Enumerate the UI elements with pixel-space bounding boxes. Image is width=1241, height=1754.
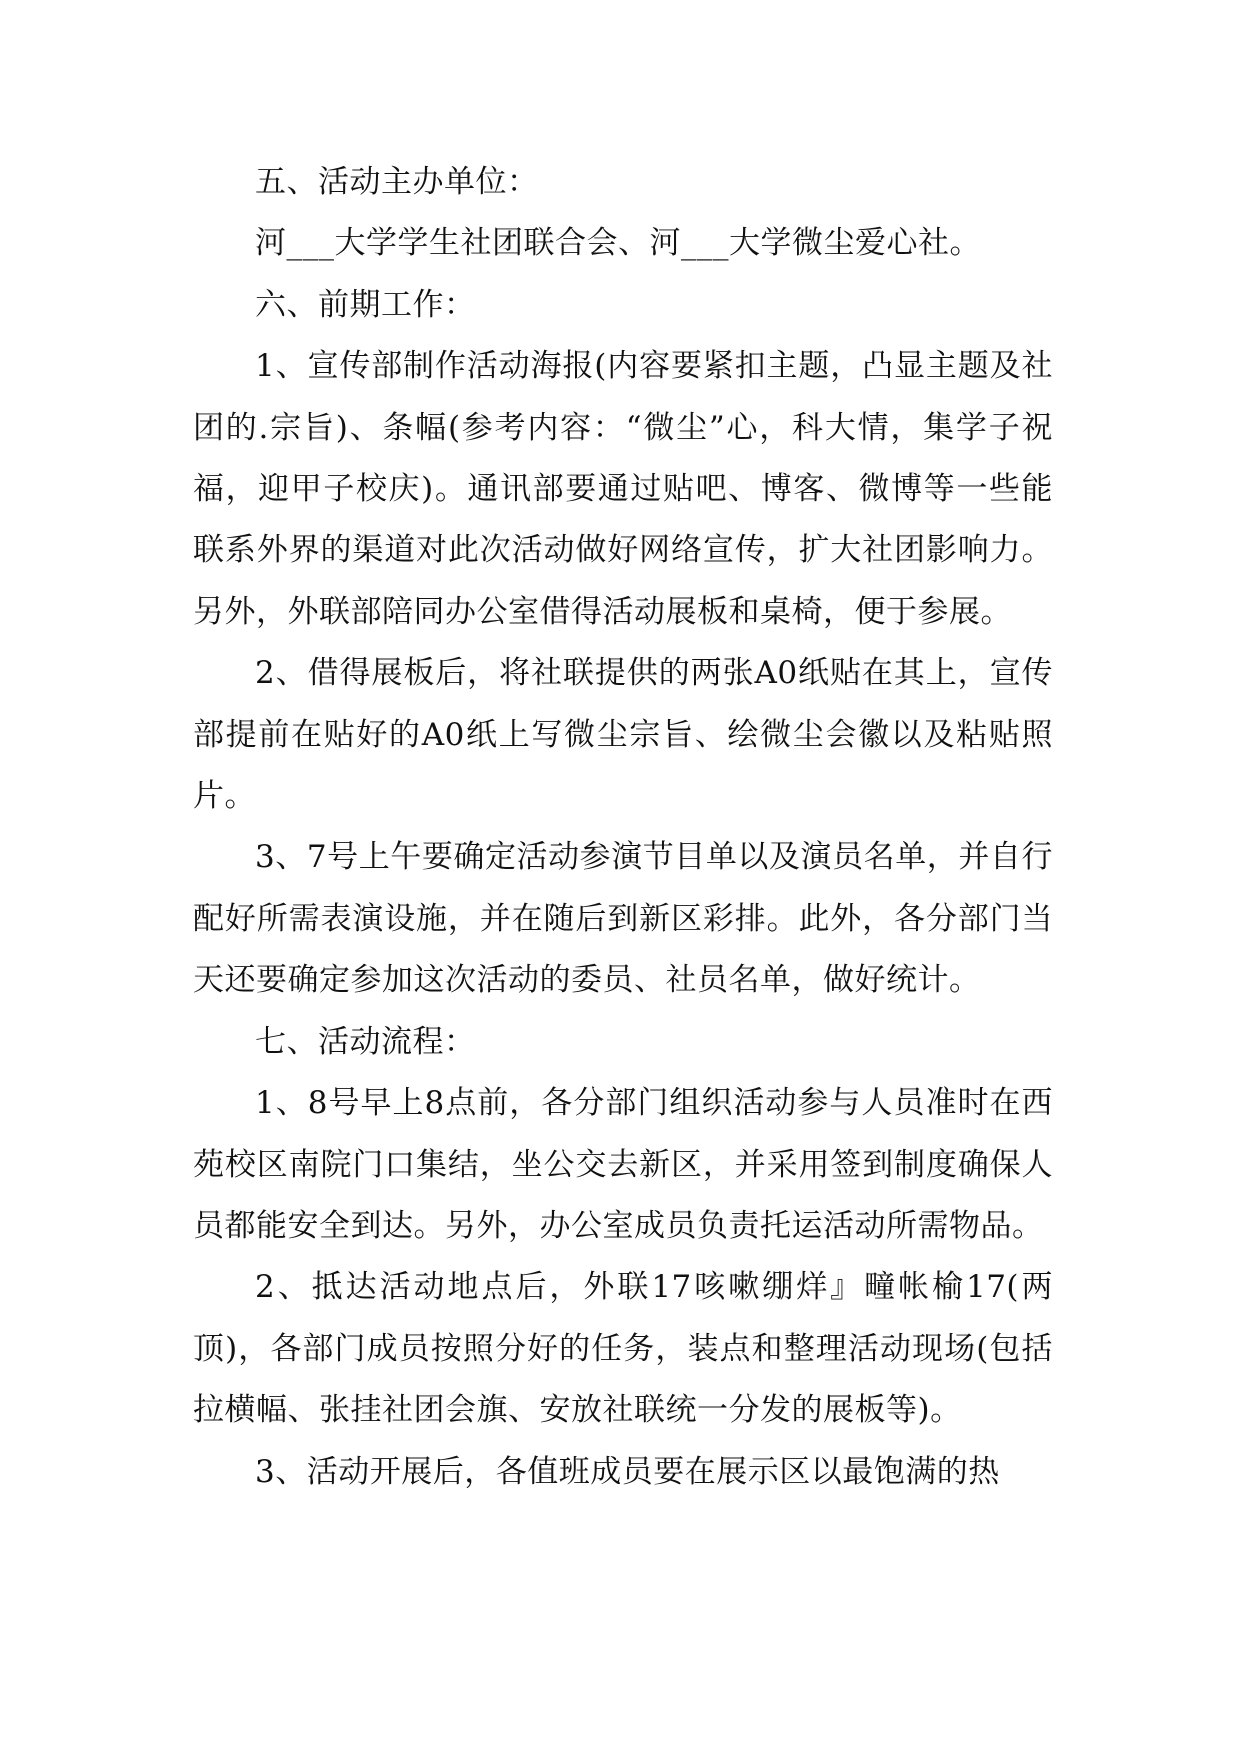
preparation-item-1: 1、宣传部制作活动海报(内容要紧扣主题，凸显主题及社团的.宗旨)、条幅(参考内容：“微尘”心，科大情，集学子祝福，迎甲子校庆)。通讯部要通过贴吧、博客、微博等一些能联系外界的渠道对此次活动做好网络宣传，扩大社团影响力。另外，外联部陪同办公室借得活动展板和桌椅，便于参展。 <box>193 348 1053 630</box>
document-body <box>193 152 1053 1503</box>
preparation-item-2: 2、借得展板后，将社联提供的两张A0纸贴在其上，宣传部提前在贴好的A0纸上写微尘宗旨、绘微尘会徽以及粘贴照片。 <box>193 655 1053 815</box>
section-heading-organizer: 五、活动主办单位： <box>255 164 539 200</box>
section-heading-process: 七、活动流程： <box>255 1023 476 1060</box>
preparation-item-3: 3、7号上午要确定活动参演节目单以及演员名单，并自行配好所需表演设施，并在随后到新区彩排。此外，各分部门当天还要确定参加这次活动的委员、社员名单，做好统计。 <box>193 839 1053 999</box>
process-item-3: 3、活动开展后，各值班成员要在展示区以最饱满的热 <box>255 1453 1000 1490</box>
organizer-paragraph: 河___大学学生社团联合会、河___大学微尘爱心社。 <box>255 225 981 262</box>
process-item-2: 2、抵达活动地点后，外联17咳嗽绷烊』疃帐榆17(两顶)，各部门成员按照分好的任务，装点和整理活动现场(包括拉横幅、张挂社团会旗、安放社联统一分发的展板等)。 <box>193 1269 1053 1429</box>
process-item-1: 1、8号早上8点前，各分部门组织活动参与人员准时在西苑校区南院门口集结，坐公交去新区，并采用签到制度确保人员都能安全到达。另外，办公室成员负责托运活动所需物品。 <box>193 1085 1053 1244</box>
section-heading-preparation: 六、前期工作： <box>255 286 476 323</box>
